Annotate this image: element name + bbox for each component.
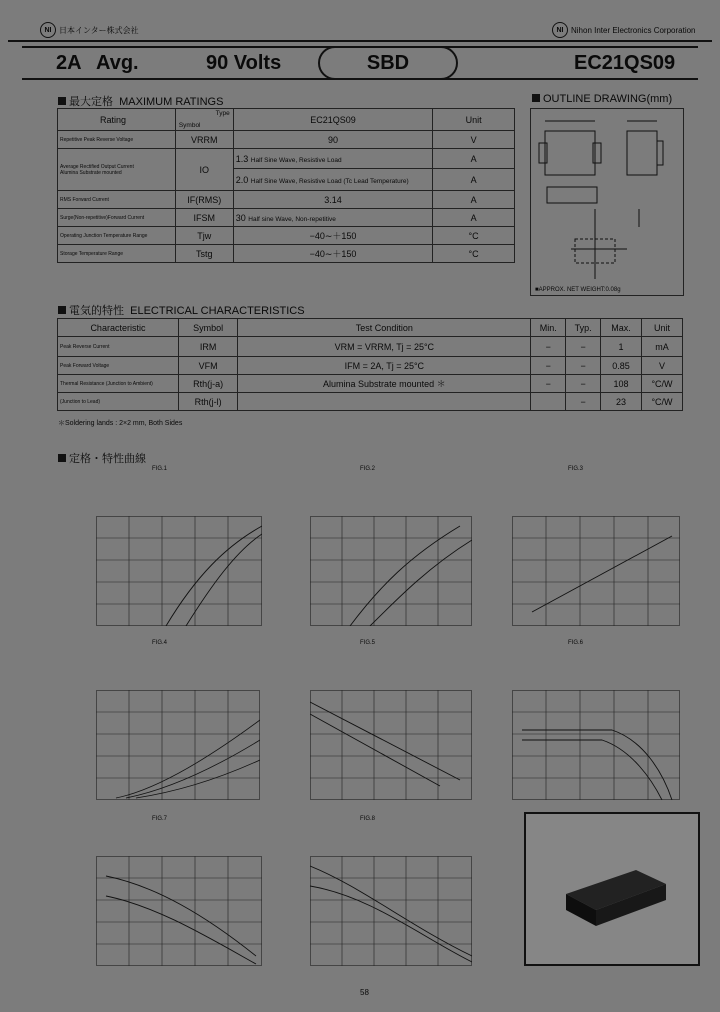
table-row: Peak Forward Voltage VFM IFM = 2A, Tj = 25°C − − 0.85 V [58, 357, 683, 375]
fig3-graph [512, 516, 680, 626]
max-ratings-table [57, 108, 515, 263]
elec-table: Characteristic Symbol Test Condition Min. Typ. Max. Unit Peak Reverse Current IRM VRM = VRRM, Tj = 25°C − − 1 mA Peak Forward Voltage VFM IFM = 2A, Tj = 25°C − − 0.85 V Thermal Resistance (Junction to Ambient) Rth(j-a) Alumina Substrate mounted ＊ − − 108 °C/W (Junction to Lead) Rth(j-l) − 23 °C/W [57, 318, 683, 411]
title-type-pill: SBD [318, 46, 458, 80]
company-name-en: Nihon Inter Electronics Corporation [571, 25, 696, 35]
max-ratings-heading: 最大定格 MAXIMUM RATINGS [58, 93, 223, 109]
table-row: Operating Junction Temperature Range Tjw −40∼＋150 °C [58, 227, 515, 245]
square-bullet-icon [58, 97, 66, 105]
smd-diode-image [526, 814, 698, 964]
fig-label: FIG.4 [152, 640, 168, 646]
package-outline-drawing [531, 109, 683, 285]
fig8-graph [310, 856, 472, 966]
fig-label: FIG.6 [568, 640, 584, 646]
fig2-graph [310, 516, 472, 626]
fig4-graph [96, 690, 260, 800]
table-row: RMS Forward Current IF(RMS) 3.14 A [58, 191, 515, 209]
header-rule [8, 40, 712, 42]
title-voltage: 90 Volts [206, 52, 282, 74]
square-bullet-icon [58, 454, 66, 462]
fig-label: FIG.1 [152, 466, 168, 472]
page-number: 58 [360, 988, 369, 997]
net-weight-note: ■APPROX. NET WEIGHT:0.08g [535, 287, 621, 293]
outline-drawing [530, 108, 684, 296]
title-avg: Avg. [96, 52, 139, 74]
col-part: EC21QS09 [233, 109, 432, 131]
fig-label: FIG.3 [568, 466, 584, 472]
title-part-number: EC21QS09 [574, 52, 676, 74]
square-bullet-icon [532, 94, 540, 102]
table-row: Average Rectified Output Current Alumina Substrate mounted IO 1.3 Half Sine Wave, Resistive Load A [58, 149, 515, 169]
title-current: 2A [56, 52, 82, 74]
fig7-graph [96, 856, 262, 966]
table-row: 2.0 Half Sine Wave, Resistive Load (Tc Lead Temperature) A [58, 169, 515, 191]
table-row: Storage Temperature Range Tstg −40∼＋150 °C [58, 245, 515, 263]
fig-label: FIG.2 [360, 466, 376, 472]
company-logo-en [552, 22, 696, 38]
company-logo-jp [40, 22, 139, 38]
elec-heading: 電気的特性 ELECTRICAL CHARACTERISTICS [58, 302, 305, 318]
fig-label: FIG.8 [360, 816, 376, 822]
outline-heading: OUTLINE DRAWING(mm) [532, 93, 672, 105]
table-row: Surge(Non-repetitive)Forward Current IFSM 30 Half sine Wave, Non-repetitive A [58, 209, 515, 227]
table-row: Repetitive Peak Reverse Voltage VRRM 90 V [58, 131, 515, 149]
fig1-graph [96, 516, 262, 626]
ni-logo-icon: NI [552, 22, 568, 38]
table-row: (Junction to Lead) Rth(j-l) − 23 °C/W [58, 393, 683, 411]
square-bullet-icon [58, 306, 66, 314]
fig6-graph [512, 690, 680, 800]
title-bar [22, 46, 698, 80]
col-symbol: Type Symbol [175, 109, 233, 131]
fig-label: FIG.5 [360, 640, 376, 646]
fig5-graph [310, 690, 472, 800]
fig-label: FIG.7 [152, 816, 168, 822]
col-rating: Rating [58, 109, 176, 131]
package-photo [524, 812, 700, 966]
company-name-jp: 日本インター株式会社 [59, 25, 139, 35]
ni-logo-icon: NI [40, 22, 56, 38]
curves-heading: 定格・特性曲線 [58, 450, 146, 466]
table-row: Peak Reverse Current IRM VRM = VRRM, Tj = 25°C − − 1 mA [58, 337, 683, 357]
col-unit: Unit [433, 109, 515, 131]
soldering-note: ＊Soldering lands : 2×2 mm, Both Sides [58, 420, 183, 427]
table-row: Thermal Resistance (Junction to Ambient) Rth(j-a) Alumina Substrate mounted ＊ − − 108 °C/W [58, 375, 683, 393]
